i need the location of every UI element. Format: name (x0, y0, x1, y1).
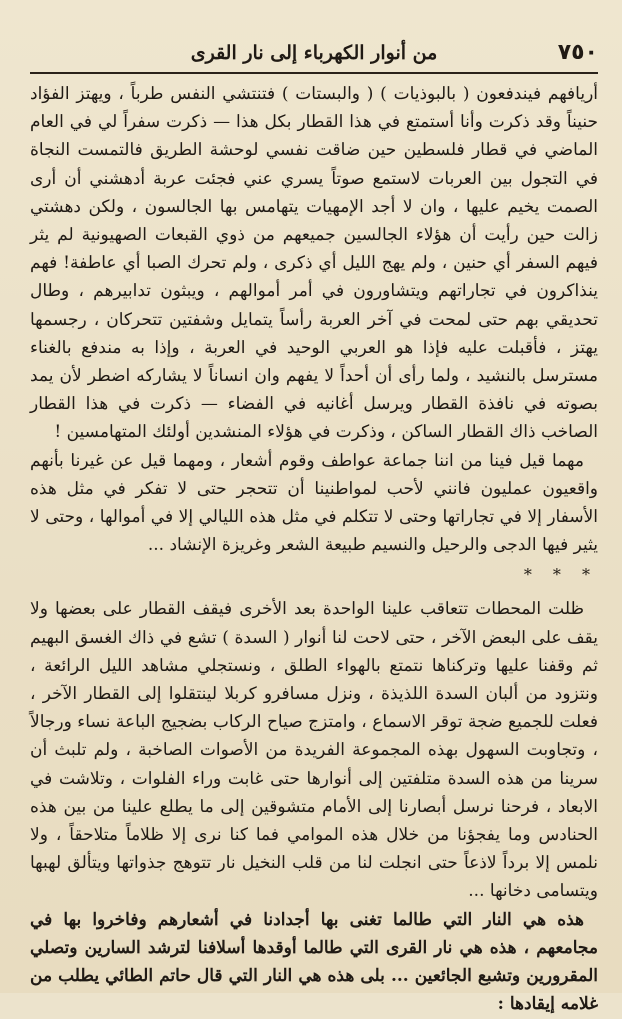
header-rule (30, 72, 598, 74)
body-text (30, 80, 598, 1019)
section-break: * * * (523, 565, 598, 585)
paragraph-4: هذه هي النار التي طالما تغنى بها أجدادنا في أشعارهم وفاخروا بها في مجامعهم ، هذه هي نار القرى التي طالما أوقدها أسلافنا لترشد السارين وتصلي المقرورين وتشبع الجائعين ... بلى هذه هي النار التي قال حاتم الطائي يطلب من غلامه إيقادها : (30, 909, 598, 1015)
running-title: من أنوار الكهرباء إلى نار القرى (190, 42, 438, 64)
paragraph-3: ظلت المحطات تتعاقب علينا الواحدة بعد الأخرى فيقف القطار على بعضها ولا يقف على البعض الآخر ، حتى لاحت لنا أنوار ( السدة ) تشع في ذاك الغسق البهيم ثم وقفنا عليها وتركناها نتمتع بالهواء الطلق ، ونستجلي مشاهد الليل الرائعة ، ونتزود من ألبان السدة اللذيذة ، ونزل مسافرو كربلا لينتقلوا إلى القطار الآخر ، فعلت للجميع ضجة توقر الاسماع ، وامتزج صياح الركاب بضجيج الباعة نساء ورجالاً ، وتجاوبت السهول بهذه المجموعة الفريدة من الأصوات الصاخبة ، ولم تلبث أن سرينا من هذه السدة متلفتين إلى أنوارها حتى غابت وراء الفلوات ، وتلاشت في الابعاد ، فرحنا نرسل أبصارنا إلى الأمام متشوقين إلى ما يطلع علينا من بين هذه الحنادس وما يفجؤنا من خلال هذه الموامي فما كنا نرى إلا ظلاماً متلاحقاً ، ولا نلمس إلا برداً لاذعاً حتى انجلت لنا من قلب النخيل نار تتوهج جذواتها ويتألق لهبها ويتسامى دخانها ... (30, 599, 598, 902)
paragraph-2: مهما قيل فينا من اننا جماعة عواطف وقوم أشعار ، ومهما قيل عن غيرنا بأنهم واقعيون عمليون فانني لأحب لمواطنينا أن تتحجر حتى لا تفكر في مثل هذه الأسفار إلا في تجاراتها وحتى لا تتكلم في مثل هذه الليالي إلا في أموالها ، وحتى لا يثير فيها الدجى والرحيل والنسيم طبيعة الشعر وغريزة الإنشاد ... (30, 450, 598, 556)
page-number: ٧٥٠ (557, 40, 598, 65)
paragraph-1: أريافهم فيندفعون ( بالبوذيات ) ( والبستات ) فتنتشي النفس طرباً ، ويهتز الفؤاد حنيناً وقد ذكرت وأنا أستمتع في هذا القطار بكل هذا — ذكرت سفراً لي في العام الماضي في قطار فلسطين حين ضاقت نفسي لوحشة الطريق فالتمست النجاة في التجول بين العربات لاستمع صوتاً يسري عني فجئت عربة أدهشني أن أرى الصمت يخيم عليها ، وان لا أجد الإمهيات يتهامس بها الجالسون ، ولكن دهشتي زالت حين رأيت أن هؤلاء الجالسين جميعهم من ذوي القبعات الصهيونية لم يثر فيهم السفر أي حنين ، ولم يهج الليل أي ذكرى ، ولم تحرك الصبا أي عاطفة! فهم ينذاكرون في تجاراتهم ويتشاورون في أمر أموالهم ، ويبثون تدابيرهم ، وطال تحديقي بهم حتى لمحت في آخر العربة رأساً يتمايل وشفتين تتحركان ، رجسمها يهتز ، فأقبلت عليه فإذا هو العربي الوحيد في العربة ، وإذا به مندفع بالغناء مسترسل بالنشيد ، ولما رأى أن أحداً لا يفهم وان انساناً لا يشاركه اضطر لأن يمد بصوته في نافذة القطار ويرسل أغانيه في الفضاء — ذكرت في هذا القطار الصاخب ذاك القطار الساكن ، وذكرت في هؤلاء المنشدين أولئك المتهامسين ! (30, 84, 598, 443)
page-header (30, 38, 598, 68)
